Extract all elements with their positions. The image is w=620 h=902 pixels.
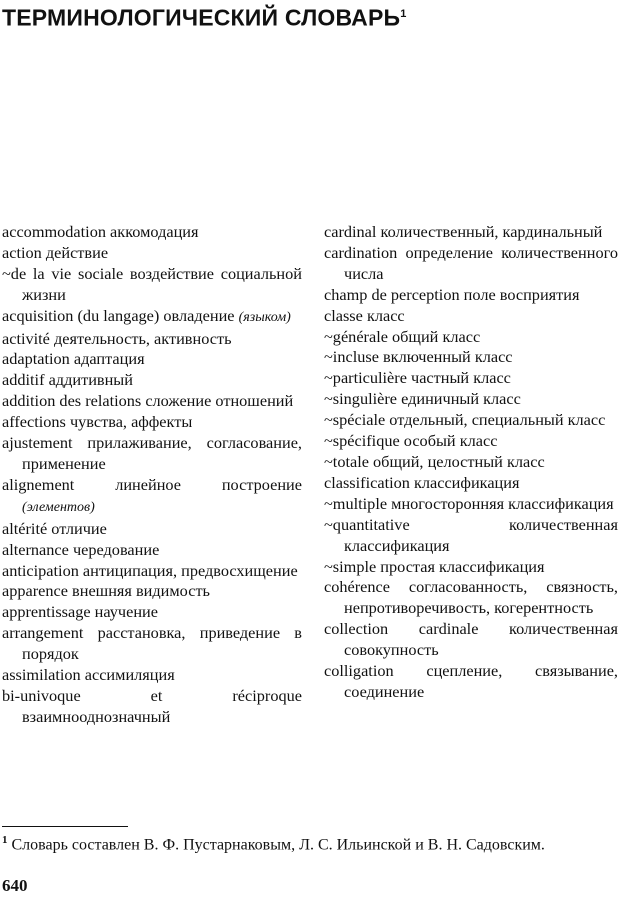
- glossary-entry: [324, 327, 618, 348]
- glossary-entry: [2, 519, 302, 540]
- glossary-entry: [324, 243, 618, 285]
- footnote-divider: [2, 826, 128, 827]
- glossary-entry: [2, 370, 302, 391]
- glossary-entry-text: ~quantitative количественная классификация: [324, 514, 618, 555]
- glossary-entry-text: ~de la vie sociale воздействие социальной жизни: [2, 263, 302, 304]
- glossary-entry-text: assimilation ассимиляция: [2, 665, 175, 685]
- glossary-entry-text: ~spécifique особый класс: [324, 431, 498, 451]
- glossary-entry: [2, 349, 302, 370]
- glossary-entry-note: (языком): [238, 309, 291, 325]
- glossary-entry-text: adaptation адаптация: [2, 349, 145, 369]
- glossary-entry: [324, 452, 618, 473]
- glossary-entry: [2, 540, 302, 561]
- glossary-entry: [324, 368, 618, 389]
- glossary-entry-text: cohérence согласованность, связность, непротиворечивость, когерентность: [324, 577, 618, 618]
- glossary-entry-text: apprentissage научение: [2, 602, 158, 622]
- glossary-entry-text: addition des relations сложение отношений: [2, 391, 294, 411]
- glossary-entry-text: activité деятельность, активность: [2, 328, 232, 348]
- glossary-entry: [324, 389, 618, 410]
- title-footnote-mark: 1: [400, 8, 407, 20]
- glossary-entry: [2, 602, 302, 623]
- glossary-entry-text: anticipation антиципация, предвосхищение: [2, 560, 298, 580]
- glossary-entry-text: affections чувства, аффекты: [2, 412, 193, 432]
- glossary-entry-text: ~incluse включенный класс: [324, 347, 513, 367]
- glossary-entry: [2, 306, 302, 329]
- glossary-entry: [324, 222, 618, 243]
- glossary-entry-text: apparence внешняя видимость: [2, 581, 210, 601]
- glossary-entry-text: altérité отличие: [2, 518, 107, 538]
- glossary-entry-text: ~particulière частный класс: [324, 368, 511, 388]
- glossary-entry: [324, 577, 618, 619]
- glossary-entry: [2, 475, 302, 519]
- glossary-entry: [2, 391, 302, 412]
- glossary-entry: [2, 561, 302, 582]
- glossary-entry: [324, 557, 618, 578]
- glossary-left-column: [2, 222, 302, 728]
- glossary-entry: [324, 619, 618, 661]
- glossary-entry-text: ajustement прилаживание, согласование, применение: [2, 433, 302, 473]
- glossary-entry: [2, 264, 302, 306]
- glossary-entry-text: champ de perception поле восприятия: [324, 284, 580, 304]
- glossary-entry-text: arrangement расстановка, приведение в порядок: [2, 623, 302, 664]
- page-title-text: ТЕРМИНОЛОГИЧЕСКИЙ СЛОВАРЬ: [2, 4, 401, 31]
- glossary-entry-text: cardinal количественный, кардинальный: [324, 222, 603, 241]
- glossary-entry-text: bi-univoque et réciproque взаимнооднозначный: [2, 685, 302, 726]
- glossary-entry: [2, 412, 302, 433]
- glossary-entry: [2, 686, 302, 728]
- footnote: [2, 830, 620, 855]
- glossary-entry-text: collection cardinale количественная совокупность: [324, 619, 618, 660]
- glossary-entry-text: additif аддитивный: [2, 370, 133, 390]
- glossary-entry-text: ~singulière единичный класс: [324, 389, 521, 409]
- glossary-right-column: [324, 222, 618, 703]
- page-number: 640: [2, 876, 28, 895]
- glossary-entry: [2, 329, 302, 350]
- glossary-entry: [2, 581, 302, 602]
- glossary-entry: [2, 243, 302, 264]
- glossary-entry: [2, 623, 302, 665]
- glossary-entry: [324, 515, 618, 557]
- glossary-entry: [324, 473, 618, 494]
- glossary-entry: [324, 494, 618, 515]
- glossary-entry: [2, 222, 302, 243]
- page-title: [2, 0, 407, 32]
- glossary-entry-text: colligation сцепление, связывание, соединение: [324, 661, 618, 701]
- glossary-entry: [324, 410, 618, 431]
- glossary-entry-text: cardination определение количественного числа: [324, 242, 618, 283]
- glossary-entry-text: alternance чередование: [2, 539, 160, 559]
- glossary-entry-text: ~simple простая классификация: [324, 556, 545, 576]
- glossary-entry: [2, 665, 302, 686]
- glossary-entry-text: accommodation аккомодация: [2, 222, 199, 241]
- glossary-entry: [324, 431, 618, 452]
- glossary-entry-text: action действие: [2, 242, 109, 262]
- glossary-entry-text: classe класс: [324, 305, 405, 325]
- glossary-entry-text: ~multiple многосторонняя классификация: [324, 493, 614, 513]
- glossary-entry-note: (элементов): [22, 499, 95, 515]
- glossary-entry: [324, 306, 618, 327]
- glossary-entry: [324, 347, 618, 368]
- glossary-entry-text: alignement линейное построение: [2, 474, 302, 494]
- glossary-entry: [2, 433, 302, 475]
- glossary-entry-text: classification классификация: [324, 472, 520, 492]
- glossary-entry-text: ~totale общий, целостный класс: [324, 451, 545, 471]
- glossary-entry: [324, 285, 618, 306]
- glossary-entry-text: ~spéciale отдельный, специальный класс: [324, 410, 606, 430]
- footnote-mark: 1: [2, 834, 8, 846]
- glossary-entry-text: ~générale общий класс: [324, 326, 481, 346]
- glossary-entry-text: acquisition (du langage) овладение: [2, 305, 235, 325]
- glossary-entry: [324, 661, 618, 703]
- footnote-text: Словарь составлен В. Ф. Пустарнаковым, Л. С. Ильинской и В. Н. Садовским.: [11, 836, 545, 854]
